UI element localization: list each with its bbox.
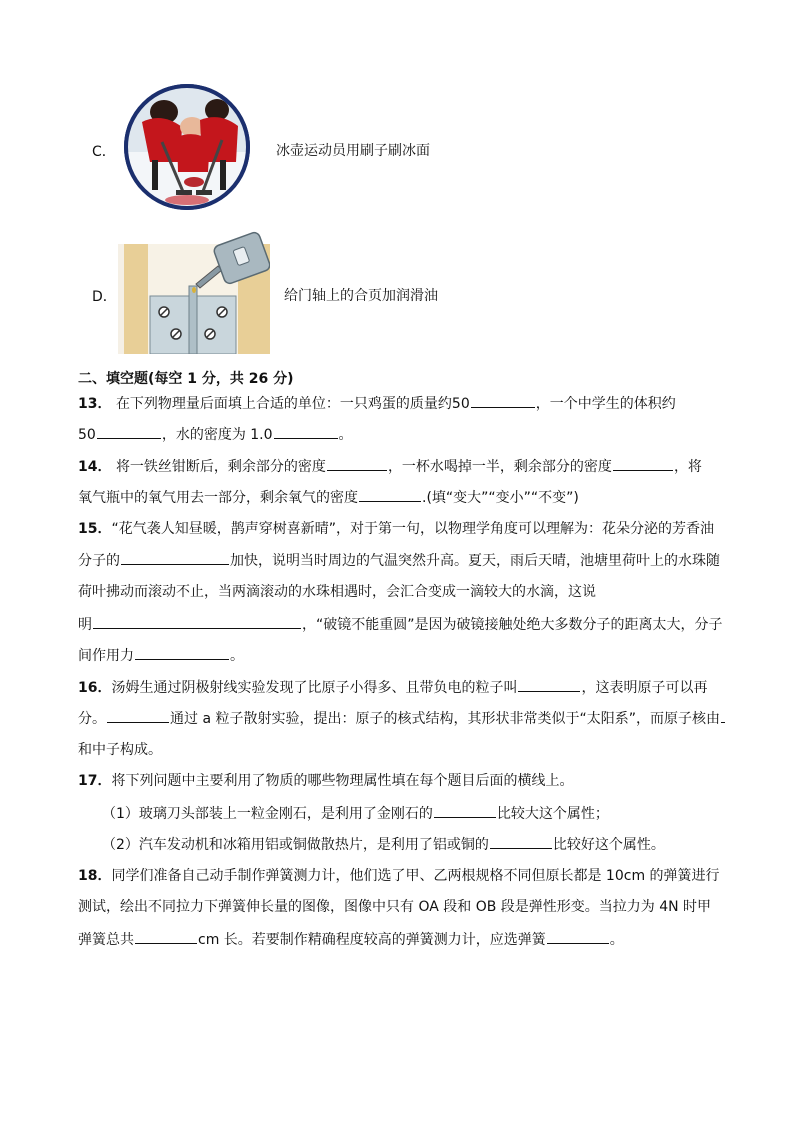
hinge-oil-illustration <box>118 226 270 354</box>
q15-line-5 <box>78 645 718 666</box>
q14-number: 14． <box>78 459 112 475</box>
q16-text-3: 和中子构成。 <box>78 742 162 758</box>
q16-line-3 <box>78 740 718 760</box>
q16-text-2a: 分。 <box>78 711 106 727</box>
q13-text-1b: ，一个中学生的体积约 <box>535 396 676 412</box>
q15-text-4b: ，“破镜不能重圆”是因为破镜接触处绝大多数分子的距离太大，分子 <box>302 617 723 633</box>
q16-text-1a: 汤姆生通过阴极射线实验发现了比原子小得多、且带负电的粒子叫 <box>111 680 518 696</box>
q14-text-1a: 将一铁丝钳断后，剩余部分的密度 <box>115 459 326 475</box>
hinge-oil-graphic <box>118 226 270 354</box>
q18-text-3b: cm 长。若要制作精确程度较高的弹簧测力计，应选弹簧 <box>198 932 546 948</box>
answer-blank[interactable] <box>613 456 673 471</box>
section-title: 二、填空题(每空 1 分，共 26 分) <box>78 371 294 387</box>
q18-line-2 <box>78 897 718 917</box>
option-c-text: 冰壶运动员用刷子刷冰面 <box>276 143 430 159</box>
q15-line-4 <box>78 614 723 635</box>
q13-line-2 <box>78 424 718 445</box>
q17-sub1-text-a: （1）玻璃刀头部装上一粒金刚石，是利用了金刚石的 <box>102 806 433 822</box>
q15-text-5b: 。 <box>230 648 244 664</box>
answer-blank[interactable] <box>327 456 387 471</box>
q14-text-1b: ，一杯水喝掉一半，剩余部分的密度 <box>387 459 612 475</box>
option-c-letter: C． <box>92 144 116 160</box>
q16-text-1b: ，这表明原子可以再 <box>581 680 708 696</box>
q15-text-2a: 分子的 <box>78 553 120 569</box>
answer-blank[interactable] <box>721 708 725 723</box>
q14-line-2 <box>78 487 718 508</box>
q13-number: 13． <box>78 396 112 412</box>
q18-number: 18． <box>78 868 112 884</box>
q13-text-2b: ，水的密度为 1.0 <box>161 427 273 443</box>
q18-text-3a: 弹簧总共 <box>78 932 134 948</box>
curling-photo-graphic <box>122 82 252 212</box>
q15-text-3: 荷叶拂动而滚动不止，当两滴滚动的水珠相遇时，会汇合变成一滴较大的水滴，这说 <box>78 584 596 600</box>
answer-blank[interactable] <box>97 424 161 439</box>
q14-text-1c: ，将 <box>673 459 702 475</box>
q17-text-1: 将下列问题中主要利用了物质的哪些物理属性填在每个题目后面的横线上。 <box>111 773 574 789</box>
answer-blank[interactable] <box>471 393 535 408</box>
q16-line-2 <box>78 708 718 729</box>
answer-blank[interactable] <box>135 645 229 660</box>
q16-text-2b: 通过 a 粒子散射实验，提出：原子的核式结构，其形状非常类似于“太阳系”，而原子核由 <box>170 711 720 727</box>
answer-blank[interactable] <box>93 614 301 629</box>
q17-number: 17． <box>78 773 112 789</box>
q18-line-1 <box>78 866 718 886</box>
q14-text-2b: .(填“变大”“变小”“不变”) <box>422 490 579 506</box>
q18-line-3 <box>78 929 718 950</box>
q13-text-1a: 在下列物理量后面填上合适的单位：一只鸡蛋的质量约50 <box>115 396 470 412</box>
q17-sub-1 <box>102 803 742 824</box>
q13-text-2c: 。 <box>338 427 353 443</box>
answer-blank[interactable] <box>359 487 421 502</box>
q17-line-1 <box>78 771 718 791</box>
q13-text-2a: 50 <box>78 427 96 443</box>
q14-text-2a: 氧气瓶中的氧气用去一部分，剩余氧气的密度 <box>78 490 358 506</box>
answer-blank[interactable] <box>518 677 580 692</box>
option-d-text: 给门轴上的合页加润滑油 <box>284 288 438 304</box>
answer-blank[interactable] <box>121 550 229 565</box>
q15-text-2b: 加快，说明当时周边的气温突然升高。夏天，雨后天晴，池塘里荷叶上的水珠随 <box>230 553 720 569</box>
answer-blank[interactable] <box>490 834 552 849</box>
q17-sub2-text-a: （2）汽车发动机和冰箱用铝或铜做散热片，是利用了铝或铜的 <box>102 837 489 853</box>
option-d-letter: D． <box>92 289 117 305</box>
q14-line-1 <box>78 456 718 477</box>
q15-line-1 <box>78 519 718 539</box>
answer-blank[interactable] <box>135 929 197 944</box>
answer-blank[interactable] <box>547 929 609 944</box>
q18-text-2: 测试，绘出不同拉力下弹簧伸长量的图像，图像中只有 OA 段和 OB 段是弹性形变。当拉力为 4N 时甲 <box>78 899 712 915</box>
answer-blank[interactable] <box>434 803 496 818</box>
q16-line-1 <box>78 677 718 698</box>
q18-text-3c: 。 <box>609 932 624 948</box>
q15-text-1: “花气袭人知昼暖，鹊声穿树喜新晴”，对于第一句，以物理学角度可以理解为：花朵分泌的芳香油 <box>111 521 714 537</box>
answer-blank[interactable] <box>274 424 338 439</box>
q17-sub2-text-b: 比较好这个属性。 <box>552 837 665 853</box>
q18-text-1: 同学们准备自己动手制作弹簧测力计，他们选了甲、乙两根规格不同但原长都是 10cm 的弹簧进行 <box>111 868 720 884</box>
q15-text-4a: 明 <box>78 617 92 633</box>
q13-line-1 <box>78 393 718 414</box>
q15-line-3 <box>78 582 718 602</box>
q17-sub-2 <box>102 834 742 855</box>
q17-sub1-text-b: 比较大这个属性； <box>496 806 609 822</box>
curling-photo <box>122 82 252 212</box>
answer-blank[interactable] <box>107 708 169 723</box>
q16-number: 16． <box>78 680 112 696</box>
q15-number: 15． <box>78 521 112 537</box>
q15-text-5a: 间作用力 <box>78 648 134 664</box>
q15-line-2 <box>78 550 718 571</box>
